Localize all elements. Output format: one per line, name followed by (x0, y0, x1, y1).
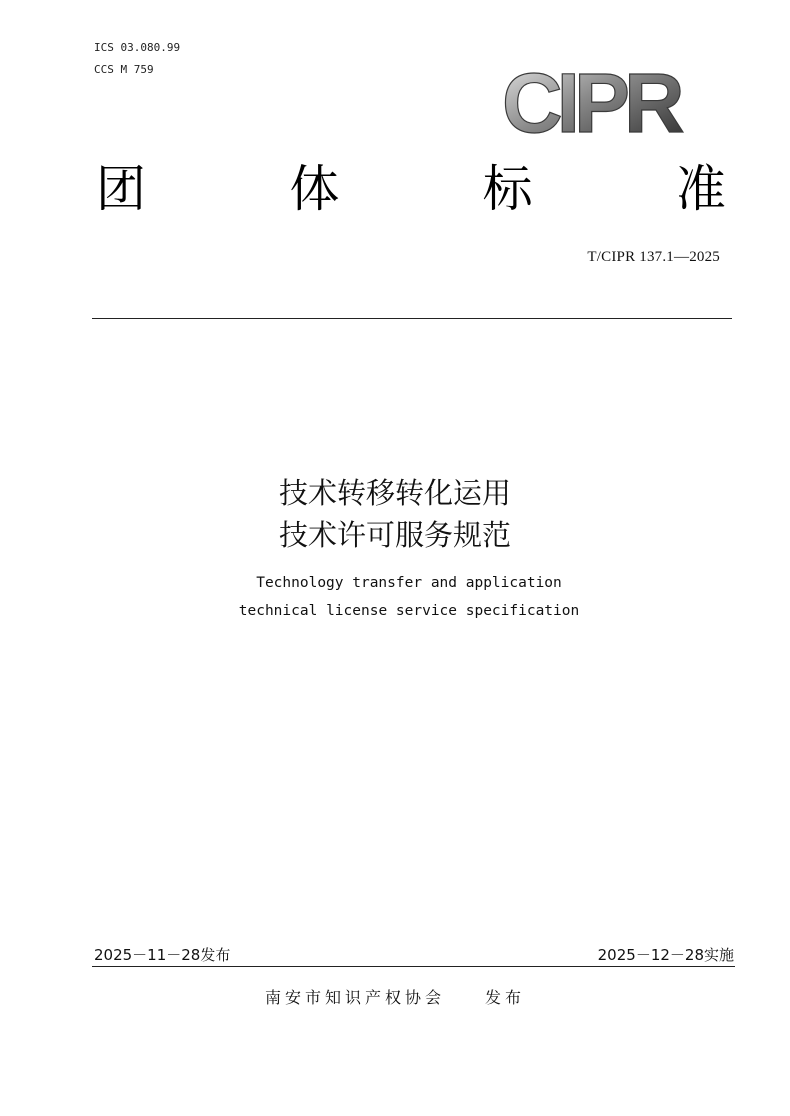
title-char: 团 (96, 160, 146, 218)
document-title-en-line2: technical license service specification (238, 603, 580, 619)
ccs-code: CCS M 759 (94, 63, 154, 76)
title-char: 准 (675, 160, 726, 218)
ics-code: ICS 03.080.99 (94, 41, 181, 54)
standard-type-title (96, 158, 726, 220)
document-title-cn-line2: 技术许可服务规范 (278, 518, 511, 552)
header-divider (92, 318, 732, 319)
cipr-logo (500, 54, 700, 146)
title-char: 标 (482, 160, 533, 218)
title-char: 体 (289, 160, 340, 218)
publisher-line (0, 986, 790, 1010)
implementation-date: 2025－12－28实施 (597, 946, 734, 964)
issue-date: 2025－11－28发布 (94, 946, 231, 964)
footer-divider (92, 966, 735, 967)
standard-number: T/CIPR 137.1—2025 (587, 249, 720, 265)
logo-text: CIPR (502, 56, 679, 146)
document-title-en-line1: Technology transfer and application (256, 575, 562, 591)
document-title-cn-line1: 技术转移转化运用 (278, 476, 511, 510)
publisher-name: 南安市知识产权协会 (264, 988, 445, 1007)
publish-label: 发布 (485, 988, 526, 1007)
